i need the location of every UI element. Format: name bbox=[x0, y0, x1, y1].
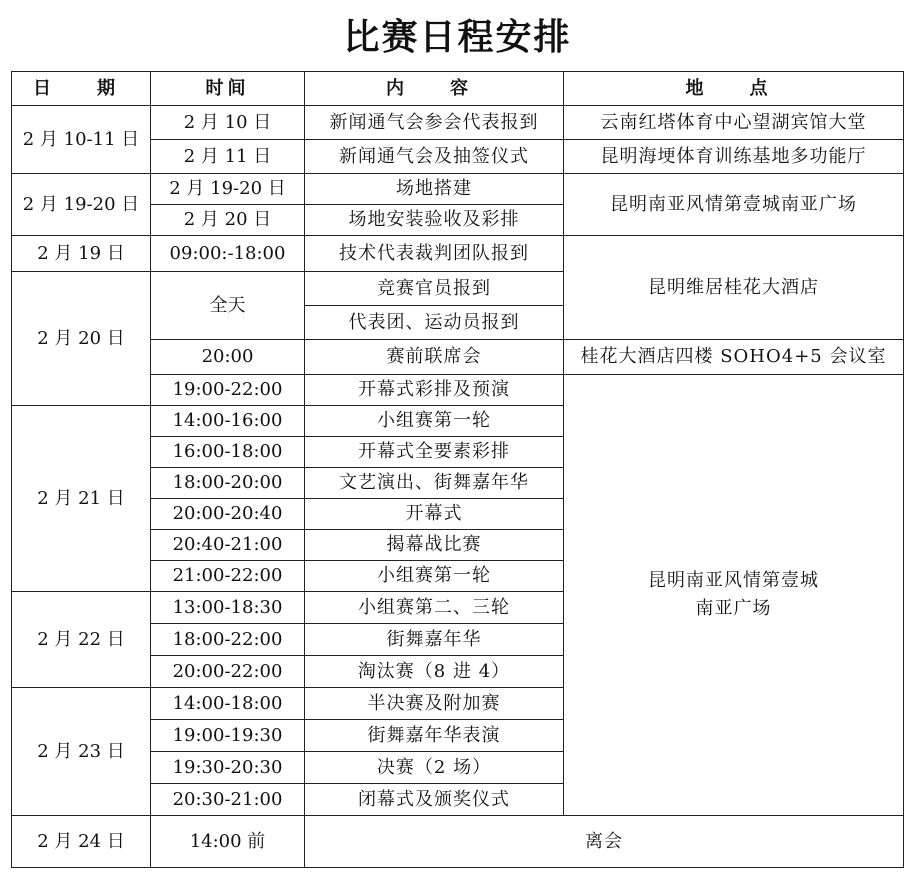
time-cell: 19:00-22:00 bbox=[151, 375, 305, 406]
date-cell: 2 月 23 日 bbox=[12, 688, 151, 816]
content-cell: 开幕式 bbox=[305, 499, 564, 530]
time-cell: 2 月 10 日 bbox=[151, 106, 305, 140]
table-row bbox=[12, 106, 904, 140]
time-cell: 全天 bbox=[151, 272, 305, 340]
header-location: 地 点 bbox=[564, 72, 904, 106]
content-cell: 离会 bbox=[305, 816, 904, 868]
content-cell: 文艺演出、街舞嘉年华 bbox=[305, 468, 564, 499]
time-cell: 19:30-20:30 bbox=[151, 752, 305, 784]
location-cell: 昆明海埂体育训练基地多功能厅 bbox=[564, 140, 904, 174]
time-cell: 14:00-16:00 bbox=[151, 406, 305, 437]
content-cell: 新闻通气会参会代表报到 bbox=[305, 106, 564, 140]
location-cell: 桂花大酒店四楼 SOHO4+5 会议室 bbox=[564, 340, 904, 375]
time-cell: 2 月 19-20 日 bbox=[151, 174, 305, 205]
date-cell: 2 月 19 日 bbox=[12, 236, 151, 272]
time-cell: 20:30-21:00 bbox=[151, 784, 305, 816]
time-cell: 14:00-18:00 bbox=[151, 688, 305, 720]
content-cell: 技术代表裁判团队报到 bbox=[305, 236, 564, 272]
content-cell: 新闻通气会及抽签仪式 bbox=[305, 140, 564, 174]
time-cell: 18:00-22:00 bbox=[151, 624, 305, 656]
header-time: 时间 bbox=[151, 72, 305, 106]
time-cell: 2 月 11 日 bbox=[151, 140, 305, 174]
page-title: 比赛日程安排 bbox=[343, 17, 572, 58]
location-cell: 昆明南亚风情第壹城南亚广场 bbox=[564, 174, 904, 236]
time-cell: 09:00:-18:00 bbox=[151, 236, 305, 272]
time-cell: 20:00-20:40 bbox=[151, 499, 305, 530]
time-cell: 21:00-22:00 bbox=[151, 561, 305, 592]
time-cell: 20:00-22:00 bbox=[151, 656, 305, 688]
time-cell: 16:00-18:00 bbox=[151, 437, 305, 468]
header-content: 内 容 bbox=[305, 72, 564, 106]
location-cell: 昆明维居桂花大酒店 bbox=[564, 236, 904, 340]
time-cell: 14:00 前 bbox=[151, 816, 305, 868]
time-cell: 18:00-20:00 bbox=[151, 468, 305, 499]
date-cell: 2 月 21 日 bbox=[12, 406, 151, 592]
content-cell: 开幕式全要素彩排 bbox=[305, 437, 564, 468]
content-cell: 半决赛及附加赛 bbox=[305, 688, 564, 720]
time-cell: 19:00-19:30 bbox=[151, 720, 305, 752]
content-cell: 街舞嘉年华表演 bbox=[305, 720, 564, 752]
content-cell: 街舞嘉年华 bbox=[305, 624, 564, 656]
time-cell: 2 月 20 日 bbox=[151, 205, 305, 236]
time-cell: 20:40-21:00 bbox=[151, 530, 305, 561]
table-header-row bbox=[12, 72, 904, 106]
date-cell: 2 月 24 日 bbox=[12, 816, 151, 868]
content-cell: 小组赛第二、三轮 bbox=[305, 592, 564, 624]
location-line: 昆明南亚风情第壹城 bbox=[648, 570, 819, 592]
date-cell: 2 月 20 日 bbox=[12, 272, 151, 406]
content-cell: 决赛（2 场） bbox=[305, 752, 564, 784]
content-cell: 淘汰赛（8 进 4） bbox=[305, 656, 564, 688]
date-cell: 2 月 10-11 日 bbox=[12, 106, 151, 174]
header-date: 日 期 bbox=[12, 72, 151, 106]
content-cell: 竞赛官员报到 bbox=[305, 272, 564, 306]
content-cell: 场地搭建 bbox=[305, 174, 564, 205]
date-cell: 2 月 22 日 bbox=[12, 592, 151, 688]
content-cell: 代表团、运动员报到 bbox=[305, 306, 564, 340]
date-cell: 2 月 19-20 日 bbox=[12, 174, 151, 236]
content-cell: 场地安装验收及彩排 bbox=[305, 205, 564, 236]
content-cell: 开幕式彩排及预演 bbox=[305, 375, 564, 406]
table-row bbox=[12, 236, 904, 272]
location-cell bbox=[564, 375, 904, 816]
content-cell: 小组赛第一轮 bbox=[305, 406, 564, 437]
schedule-table bbox=[11, 71, 904, 868]
content-cell: 揭幕战比赛 bbox=[305, 530, 564, 561]
time-cell: 20:00 bbox=[151, 340, 305, 375]
content-cell: 小组赛第一轮 bbox=[305, 561, 564, 592]
location-line: 南亚广场 bbox=[695, 598, 772, 619]
location-cell: 云南红塔体育中心望湖宾馆大堂 bbox=[564, 106, 904, 140]
content-cell: 闭幕式及颁奖仪式 bbox=[305, 784, 564, 816]
content-cell: 赛前联席会 bbox=[305, 340, 564, 375]
table-row bbox=[12, 174, 904, 205]
table-row bbox=[12, 816, 904, 868]
time-cell: 13:00-18:30 bbox=[151, 592, 305, 624]
